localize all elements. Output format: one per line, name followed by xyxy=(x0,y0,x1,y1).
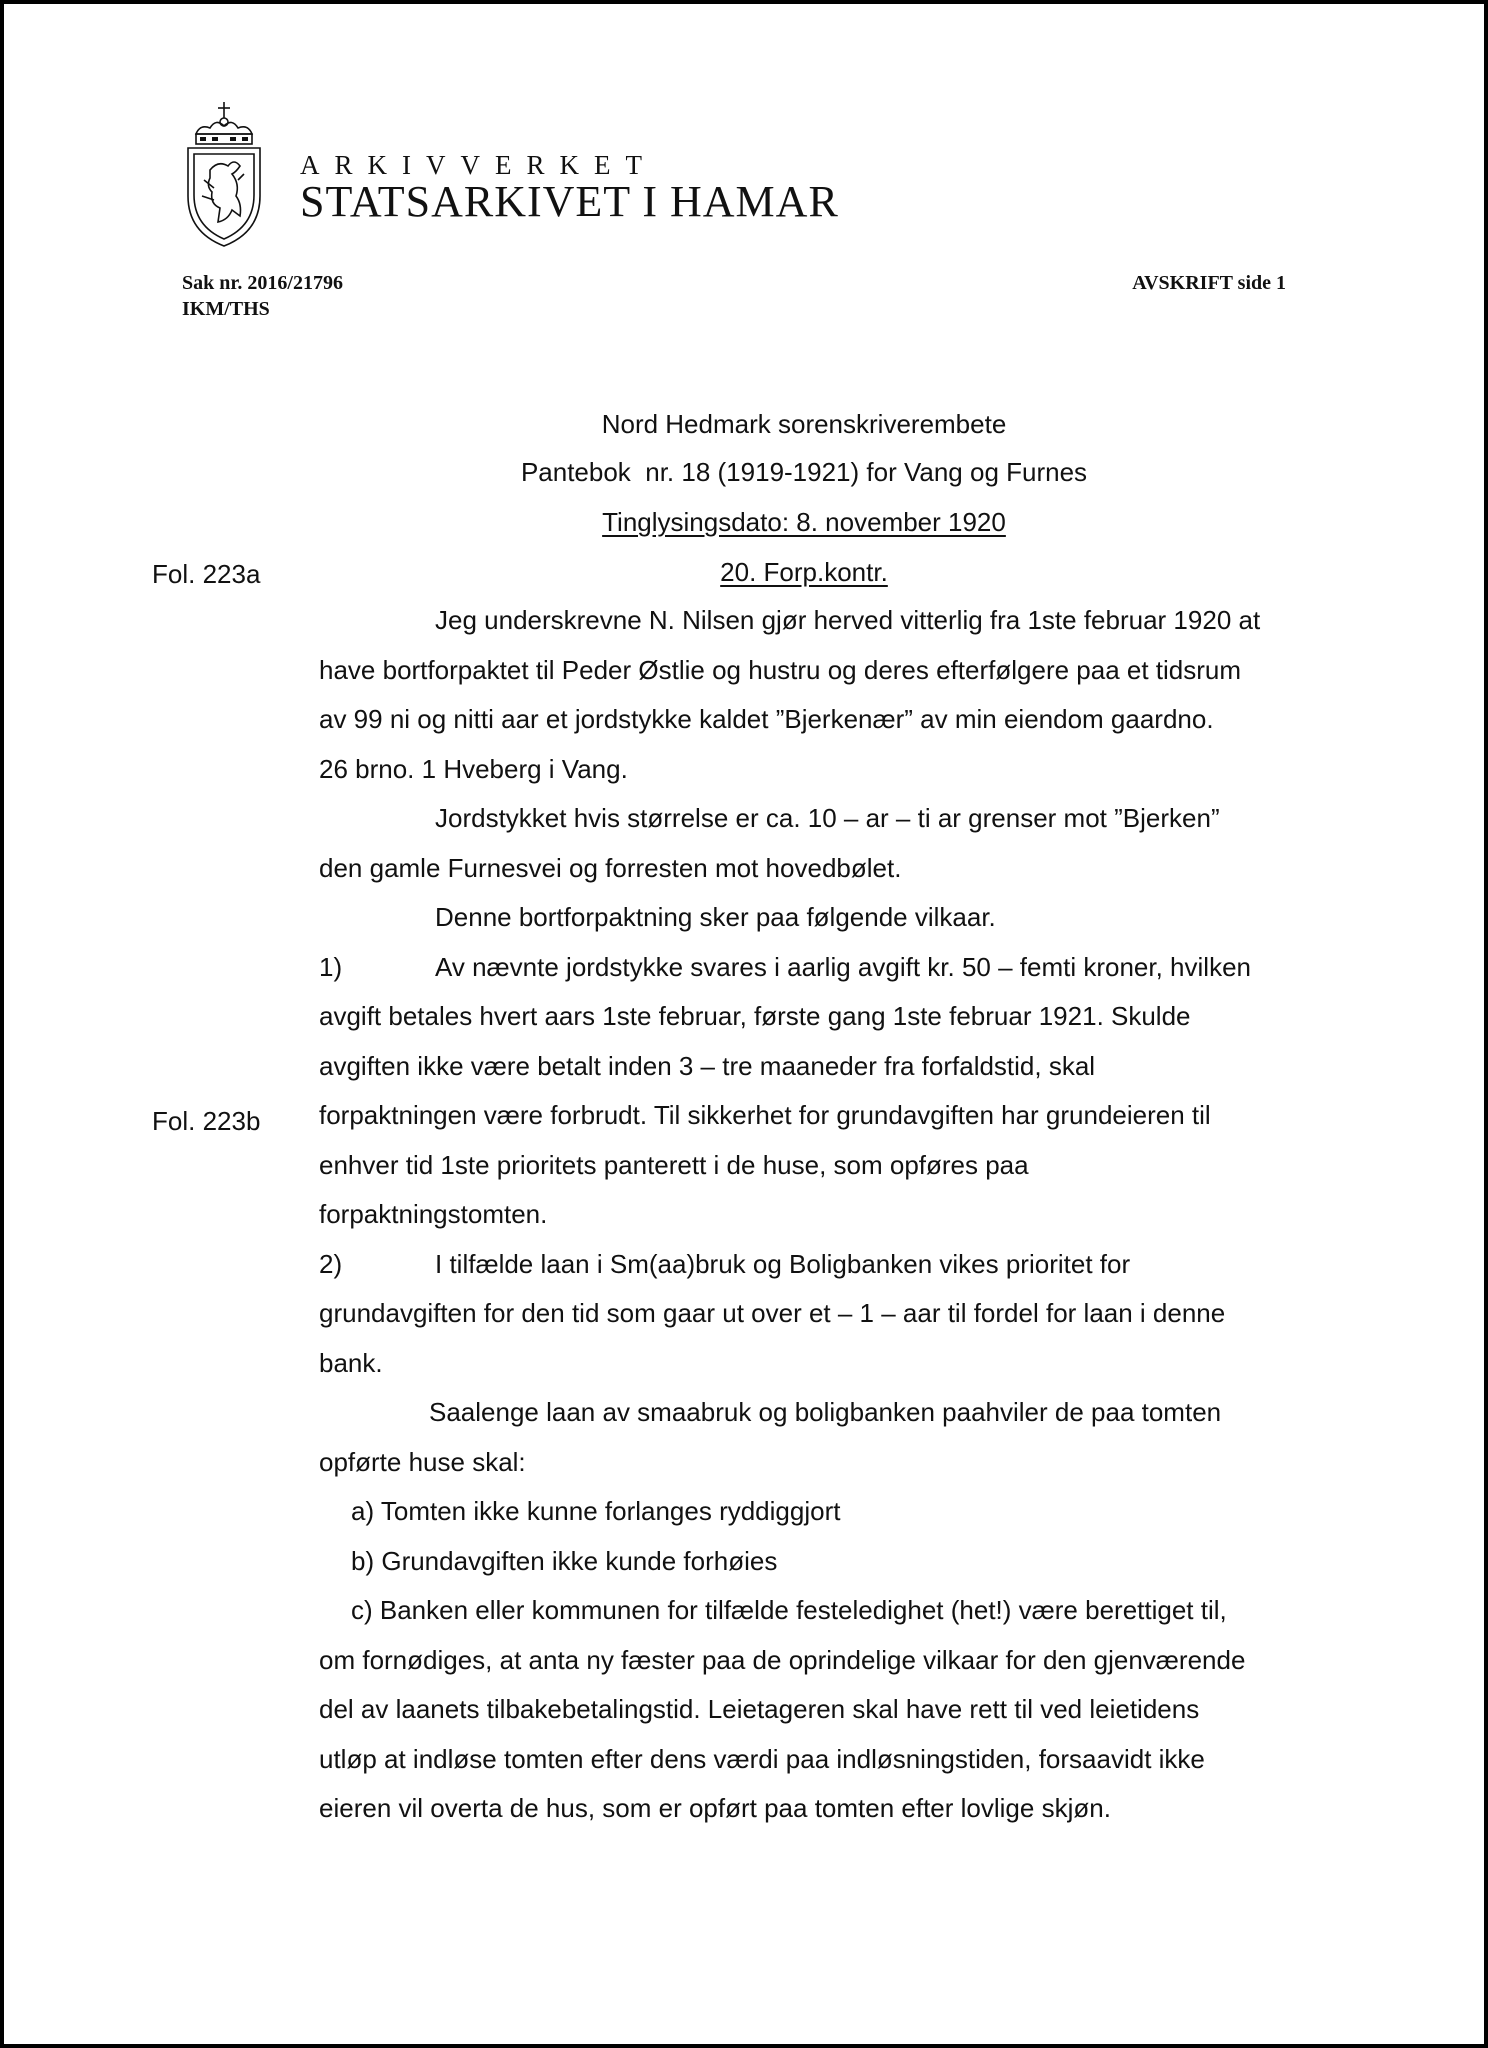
item-number: 2) xyxy=(319,1248,343,1279)
text-line: have bortforpaktet til Peder Østlie og hustru og deres efterfølgere paa et tidsrum xyxy=(319,654,1242,685)
text-line: Denne bortforpaktning sker paa følgende vilkaar. xyxy=(435,902,996,932)
list-item xyxy=(319,1240,1359,1290)
text-line: 26 brno. 1 Hveberg i Vang. xyxy=(319,753,628,784)
folio-a: Fol. 223a xyxy=(152,559,261,589)
org-name-top: ARKIVVERKET xyxy=(300,150,657,180)
list-item xyxy=(319,943,1359,993)
folio-b: Fol. 223b xyxy=(152,1106,261,1136)
document-title: 20. Forp.kontr. xyxy=(720,557,888,587)
copy-label: AVSKRIFT side 1 xyxy=(1132,272,1286,294)
text-line: eieren vil overta de hus, som er opført paa tomten efter lovlige skjøn. xyxy=(319,1793,1111,1823)
text-line: den gamle Furnesvei og forresten mot hovedbølet. xyxy=(319,852,902,883)
document-body xyxy=(319,596,1359,1834)
text-line: bank. xyxy=(319,1347,383,1378)
text-line: forpaktningstomten. xyxy=(319,1199,548,1229)
book-title: Pantebok nr. 18 (1919-1921) for Vang og Furnes xyxy=(520,457,1088,487)
text-line: Av nævnte jordstykke svares i aarlig avgift kr. 50 – femti kroner, hvilken xyxy=(435,951,1251,982)
text-line: Jeg underskrevne N. Nilsen gjør herved vitterlig fra 1ste februar 1920 at xyxy=(435,605,1261,635)
text-line: I tilfælde laan i Sm(aa)bruk og Boligbanken vikes prioritet for xyxy=(435,1248,1131,1279)
text-line: del av laanets tilbakebetalingstid. Leietageren skal have rett til ved leietidens xyxy=(319,1694,1200,1724)
text-line: forpaktningen være forbrudt. Til sikkerhet for grundavgiften har grundeieren til xyxy=(319,1100,1211,1130)
text-line: Saalenge laan av smaabruk og boligbanken paahviler de paa tomten xyxy=(429,1397,1222,1427)
text-line: avgiften ikke være betalt inden 3 – tre maaneder fra forfaldstid, skal xyxy=(319,1050,1096,1081)
item-number: 1) xyxy=(319,951,343,982)
text-line: Jordstykket hvis størrelse er ca. 10 – ar – ti ar grenser mot ”Bjerken” xyxy=(435,803,1220,833)
text-line: a) Tomten ikke kunne forlanges ryddiggjort xyxy=(351,1496,841,1526)
text-line: utløp at indløse tomten efter dens værdi paa indløsningstiden, forsaavidt ikke xyxy=(319,1743,1205,1774)
text-line: c) Banken eller kommunen for tilfælde festeledighet (het!) være berettiget til, xyxy=(351,1595,1227,1625)
text-line: avgift betales hvert aars 1ste februar, første gang 1ste februar 1921. Skulde xyxy=(319,1001,1191,1031)
text-line: om fornødiges, at anta ny fæster paa de oprindelige vilkaar for den gjenværende xyxy=(319,1644,1246,1675)
registration-date: Tinglysingsdato: 8. november 1920 xyxy=(602,507,1006,537)
court-name: Nord Hedmark sorenskriverembete xyxy=(601,409,1007,439)
text-line: enhver tid 1ste prioritets panterett i de huse, som opføres paa xyxy=(319,1149,1029,1180)
coat-of-arms-icon xyxy=(184,100,264,248)
text-line: b) Grundavgiften ikke kunde forhøies xyxy=(351,1545,778,1576)
org-name-main: STATSARKIVET I HAMAR xyxy=(300,177,839,226)
text-line: av 99 ni og nitti aar et jordstykke kaldet ”Bjerkenær” av min eiendom gaardno. xyxy=(319,704,1214,734)
case-initials: IKM/THS xyxy=(182,298,270,320)
document-page xyxy=(4,4,1484,2044)
text-line: grundavgiften for den tid som gaar ut over et – 1 – aar til fordel for laan i denne xyxy=(319,1298,1226,1328)
case-number: Sak nr. 2016/21796 xyxy=(182,272,343,294)
text-line: opførte huse skal: xyxy=(319,1446,526,1477)
